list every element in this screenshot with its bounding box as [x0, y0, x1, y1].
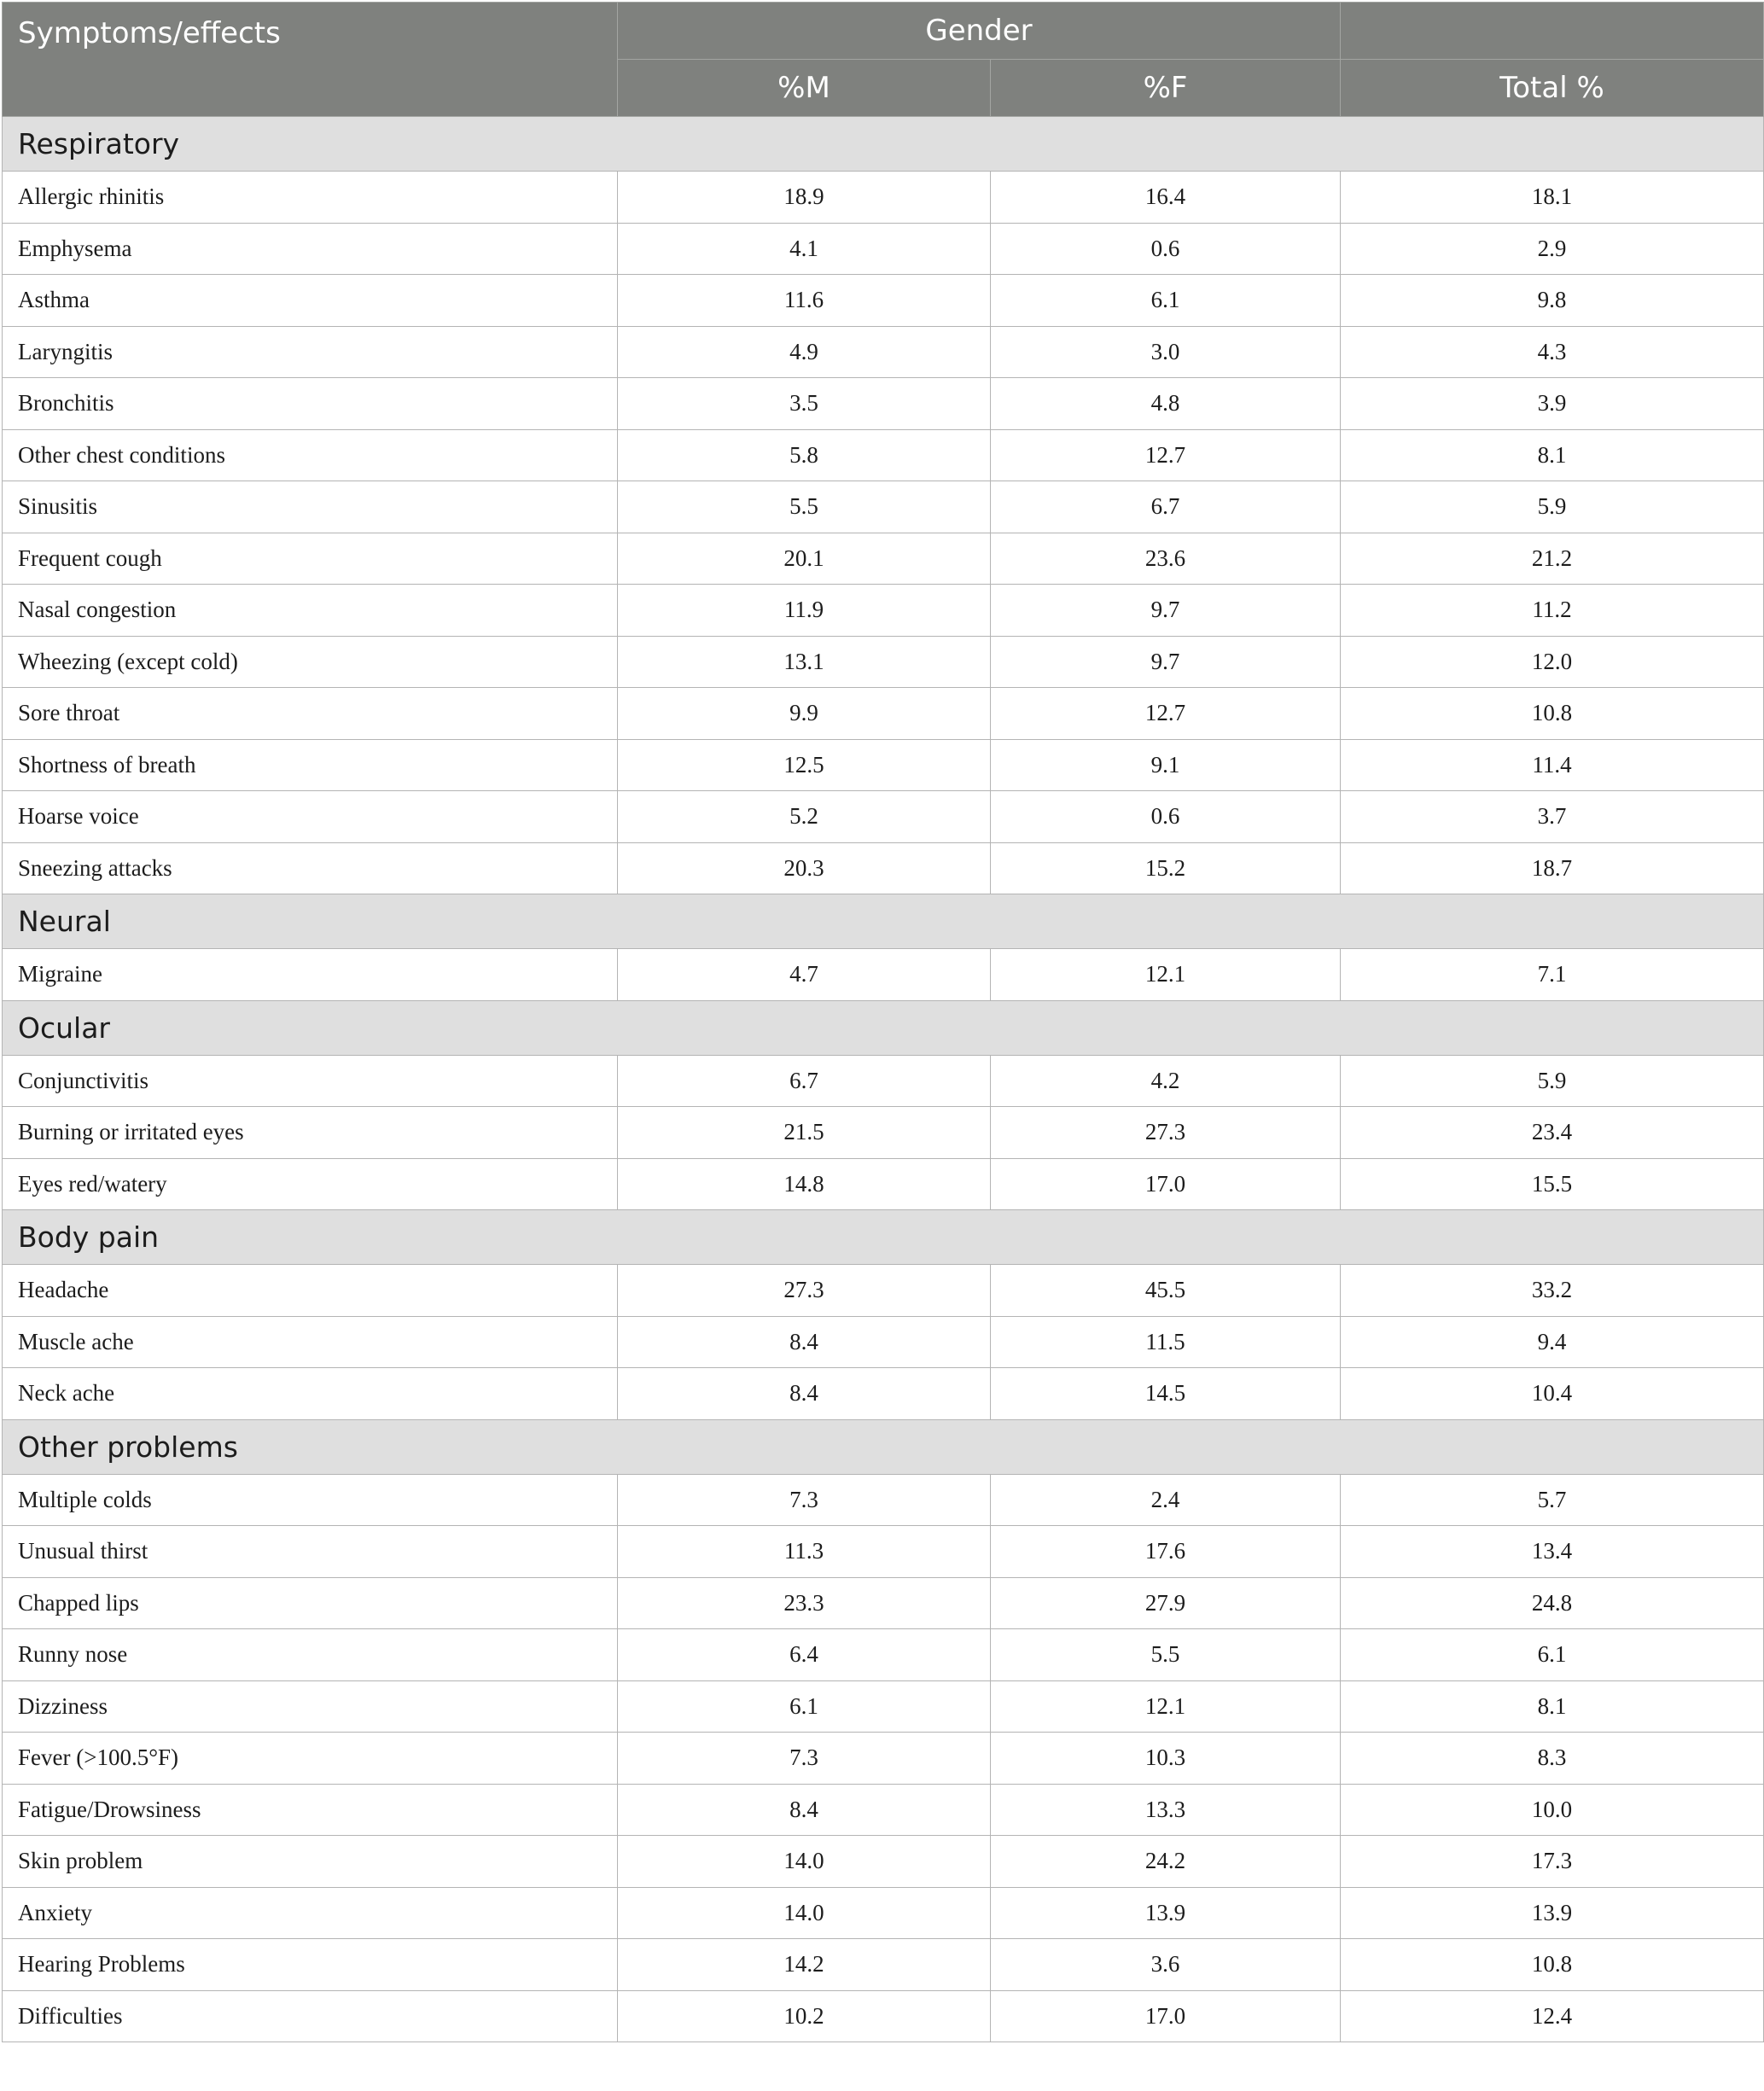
total-percent-cell: 6.1: [1341, 1629, 1764, 1681]
table-row: [3, 275, 1764, 327]
total-percent-cell: 10.8: [1341, 1939, 1764, 1991]
male-percent-cell: 11.3: [618, 1526, 991, 1578]
table-row: [3, 481, 1764, 533]
header-row-top: [3, 3, 1764, 60]
female-percent-cell: 14.5: [991, 1368, 1341, 1420]
table-row: [3, 1577, 1764, 1629]
male-percent-cell: 6.7: [618, 1055, 991, 1107]
male-percent-cell: 14.0: [618, 1887, 991, 1939]
total-percent-cell: 9.4: [1341, 1316, 1764, 1368]
symptoms-table: [2, 2, 1764, 2042]
symptom-label: Sneezing attacks: [3, 842, 618, 894]
total-percent-cell: 21.2: [1341, 533, 1764, 585]
table-row: [3, 1368, 1764, 1420]
total-percent-cell: 3.9: [1341, 378, 1764, 430]
male-percent-cell: 4.9: [618, 326, 991, 378]
female-percent-cell: 9.1: [991, 739, 1341, 791]
section-row: [3, 1419, 1764, 1474]
female-percent-cell: 17.0: [991, 1990, 1341, 2042]
empty-header-cell: [1341, 3, 1764, 60]
male-percent-cell: 8.4: [618, 1784, 991, 1836]
symptom-label: Dizziness: [3, 1680, 618, 1733]
male-percent-cell: 23.3: [618, 1577, 991, 1629]
male-percent-cell: 20.1: [618, 533, 991, 585]
section-title: Ocular: [3, 1000, 1764, 1055]
female-percent-cell: 17.0: [991, 1158, 1341, 1210]
symptom-label: Skin problem: [3, 1836, 618, 1888]
table-row: [3, 688, 1764, 740]
total-percent-cell: 24.8: [1341, 1577, 1764, 1629]
symptom-label: Conjunctivitis: [3, 1055, 618, 1107]
female-percent-cell: 27.9: [991, 1577, 1341, 1629]
section-row: [3, 1000, 1764, 1055]
male-percent-cell: 6.4: [618, 1629, 991, 1681]
female-percent-cell: 12.7: [991, 688, 1341, 740]
table-header: [3, 3, 1764, 117]
table-row: [3, 1158, 1764, 1210]
male-percent-cell: 11.6: [618, 275, 991, 327]
total-percent-cell: 13.9: [1341, 1887, 1764, 1939]
female-percent-cell: 10.3: [991, 1733, 1341, 1785]
female-percent-cell: 4.2: [991, 1055, 1341, 1107]
female-percent-cell: 3.0: [991, 326, 1341, 378]
table-row: [3, 1784, 1764, 1836]
male-percent-cell: 14.8: [618, 1158, 991, 1210]
total-percent-cell: 18.7: [1341, 842, 1764, 894]
table-row: [3, 1316, 1764, 1368]
symptom-label: Migraine: [3, 949, 618, 1001]
male-percent-cell: 5.2: [618, 791, 991, 843]
female-percent-cell: 6.7: [991, 481, 1341, 533]
symptom-label: Burning or irritated eyes: [3, 1107, 618, 1159]
total-percent-cell: 12.0: [1341, 636, 1764, 688]
female-percent-cell: 27.3: [991, 1107, 1341, 1159]
female-percent-cell: 6.1: [991, 275, 1341, 327]
total-percent-cell: 11.4: [1341, 739, 1764, 791]
total-percent-cell: 10.4: [1341, 1368, 1764, 1420]
total-percent-cell: 17.3: [1341, 1836, 1764, 1888]
symptom-label: Runny nose: [3, 1629, 618, 1681]
table-row: [3, 223, 1764, 275]
female-percent-cell: 24.2: [991, 1836, 1341, 1888]
table-row: [3, 949, 1764, 1001]
female-percent-cell: 4.8: [991, 378, 1341, 430]
column-header-male: %M: [618, 60, 991, 117]
total-percent-cell: 33.2: [1341, 1265, 1764, 1317]
female-percent-cell: 3.6: [991, 1939, 1341, 1991]
male-percent-cell: 4.1: [618, 223, 991, 275]
table-row: [3, 739, 1764, 791]
table-row: [3, 636, 1764, 688]
symptom-label: Hoarse voice: [3, 791, 618, 843]
symptom-label: Other chest conditions: [3, 429, 618, 481]
female-percent-cell: 11.5: [991, 1316, 1341, 1368]
total-percent-cell: 2.9: [1341, 223, 1764, 275]
total-percent-cell: 12.4: [1341, 1990, 1764, 2042]
total-percent-cell: 4.3: [1341, 326, 1764, 378]
table-row: [3, 1680, 1764, 1733]
symptom-label: Nasal congestion: [3, 585, 618, 637]
female-percent-cell: 12.7: [991, 429, 1341, 481]
symptom-label: Asthma: [3, 275, 618, 327]
gender-group-header: Gender: [618, 3, 1341, 60]
symptom-label: Hearing Problems: [3, 1939, 618, 1991]
symptom-label: Eyes red/watery: [3, 1158, 618, 1210]
male-percent-cell: 6.1: [618, 1680, 991, 1733]
section-title: Respiratory: [3, 117, 1764, 172]
total-percent-cell: 8.3: [1341, 1733, 1764, 1785]
table-row: [3, 1107, 1764, 1159]
male-percent-cell: 10.2: [618, 1990, 991, 2042]
total-percent-cell: 5.7: [1341, 1474, 1764, 1526]
male-percent-cell: 8.4: [618, 1316, 991, 1368]
section-title: Neural: [3, 894, 1764, 949]
male-percent-cell: 18.9: [618, 172, 991, 224]
female-percent-cell: 45.5: [991, 1265, 1341, 1317]
symptom-label: Emphysema: [3, 223, 618, 275]
symptom-label: Sore throat: [3, 688, 618, 740]
total-percent-cell: 11.2: [1341, 585, 1764, 637]
symptom-label: Wheezing (except cold): [3, 636, 618, 688]
symptom-label: Allergic rhinitis: [3, 172, 618, 224]
male-percent-cell: 27.3: [618, 1265, 991, 1317]
table-row: [3, 533, 1764, 585]
column-header-total: Total %: [1341, 60, 1764, 117]
total-percent-cell: 5.9: [1341, 1055, 1764, 1107]
female-percent-cell: 13.9: [991, 1887, 1341, 1939]
table-row: [3, 791, 1764, 843]
table-row: [3, 585, 1764, 637]
male-percent-cell: 13.1: [618, 636, 991, 688]
male-percent-cell: 12.5: [618, 739, 991, 791]
female-percent-cell: 12.1: [991, 1680, 1341, 1733]
symptom-label: Fever (>100.5°F): [3, 1733, 618, 1785]
female-percent-cell: 9.7: [991, 636, 1341, 688]
table-row: [3, 1629, 1764, 1681]
male-percent-cell: 11.9: [618, 585, 991, 637]
female-percent-cell: 9.7: [991, 585, 1341, 637]
male-percent-cell: 3.5: [618, 378, 991, 430]
symptom-label: Anxiety: [3, 1887, 618, 1939]
table-row: [3, 1474, 1764, 1526]
female-percent-cell: 16.4: [991, 172, 1341, 224]
column-header-female: %F: [991, 60, 1341, 117]
female-percent-cell: 23.6: [991, 533, 1341, 585]
total-percent-cell: 5.9: [1341, 481, 1764, 533]
symptom-label: Muscle ache: [3, 1316, 618, 1368]
table-row: [3, 1055, 1764, 1107]
stub-header: Symptoms/effects: [3, 3, 618, 117]
total-percent-cell: 3.7: [1341, 791, 1764, 843]
table-row: [3, 172, 1764, 224]
total-percent-cell: 7.1: [1341, 949, 1764, 1001]
section-row: [3, 117, 1764, 172]
female-percent-cell: 0.6: [991, 223, 1341, 275]
total-percent-cell: 13.4: [1341, 1526, 1764, 1578]
table-row: [3, 326, 1764, 378]
symptom-label: Unusual thirst: [3, 1526, 618, 1578]
total-percent-cell: 18.1: [1341, 172, 1764, 224]
symptom-label: Laryngitis: [3, 326, 618, 378]
table-row: [3, 1265, 1764, 1317]
symptom-label: Multiple colds: [3, 1474, 618, 1526]
male-percent-cell: 7.3: [618, 1474, 991, 1526]
female-percent-cell: 13.3: [991, 1784, 1341, 1836]
table-row: [3, 1733, 1764, 1785]
table-row: [3, 1836, 1764, 1888]
male-percent-cell: 14.2: [618, 1939, 991, 1991]
female-percent-cell: 15.2: [991, 842, 1341, 894]
total-percent-cell: 8.1: [1341, 1680, 1764, 1733]
male-percent-cell: 5.5: [618, 481, 991, 533]
female-percent-cell: 0.6: [991, 791, 1341, 843]
male-percent-cell: 4.7: [618, 949, 991, 1001]
total-percent-cell: 23.4: [1341, 1107, 1764, 1159]
table-row: [3, 429, 1764, 481]
section-row: [3, 1210, 1764, 1265]
symptom-label: Difficulties: [3, 1990, 618, 2042]
total-percent-cell: 9.8: [1341, 275, 1764, 327]
table-row: [3, 842, 1764, 894]
table-row: [3, 1939, 1764, 1991]
total-percent-cell: 10.0: [1341, 1784, 1764, 1836]
symptom-label: Sinusitis: [3, 481, 618, 533]
female-percent-cell: 5.5: [991, 1629, 1341, 1681]
male-percent-cell: 20.3: [618, 842, 991, 894]
total-percent-cell: 8.1: [1341, 429, 1764, 481]
section-title: Other problems: [3, 1419, 1764, 1474]
symptom-label: Fatigue/Drowsiness: [3, 1784, 618, 1836]
symptom-label: Frequent cough: [3, 533, 618, 585]
male-percent-cell: 7.3: [618, 1733, 991, 1785]
symptom-label: Bronchitis: [3, 378, 618, 430]
symptom-label: Shortness of breath: [3, 739, 618, 791]
female-percent-cell: 2.4: [991, 1474, 1341, 1526]
total-percent-cell: 15.5: [1341, 1158, 1764, 1210]
male-percent-cell: 14.0: [618, 1836, 991, 1888]
male-percent-cell: 21.5: [618, 1107, 991, 1159]
female-percent-cell: 17.6: [991, 1526, 1341, 1578]
table-row: [3, 1887, 1764, 1939]
male-percent-cell: 5.8: [618, 429, 991, 481]
symptom-label: Headache: [3, 1265, 618, 1317]
symptom-label: Chapped lips: [3, 1577, 618, 1629]
table-row: [3, 378, 1764, 430]
male-percent-cell: 9.9: [618, 688, 991, 740]
total-percent-cell: 10.8: [1341, 688, 1764, 740]
section-title: Body pain: [3, 1210, 1764, 1265]
table-body: [3, 117, 1764, 2042]
table-row: [3, 1526, 1764, 1578]
female-percent-cell: 12.1: [991, 949, 1341, 1001]
male-percent-cell: 8.4: [618, 1368, 991, 1420]
section-row: [3, 894, 1764, 949]
symptom-label: Neck ache: [3, 1368, 618, 1420]
table-row: [3, 1990, 1764, 2042]
